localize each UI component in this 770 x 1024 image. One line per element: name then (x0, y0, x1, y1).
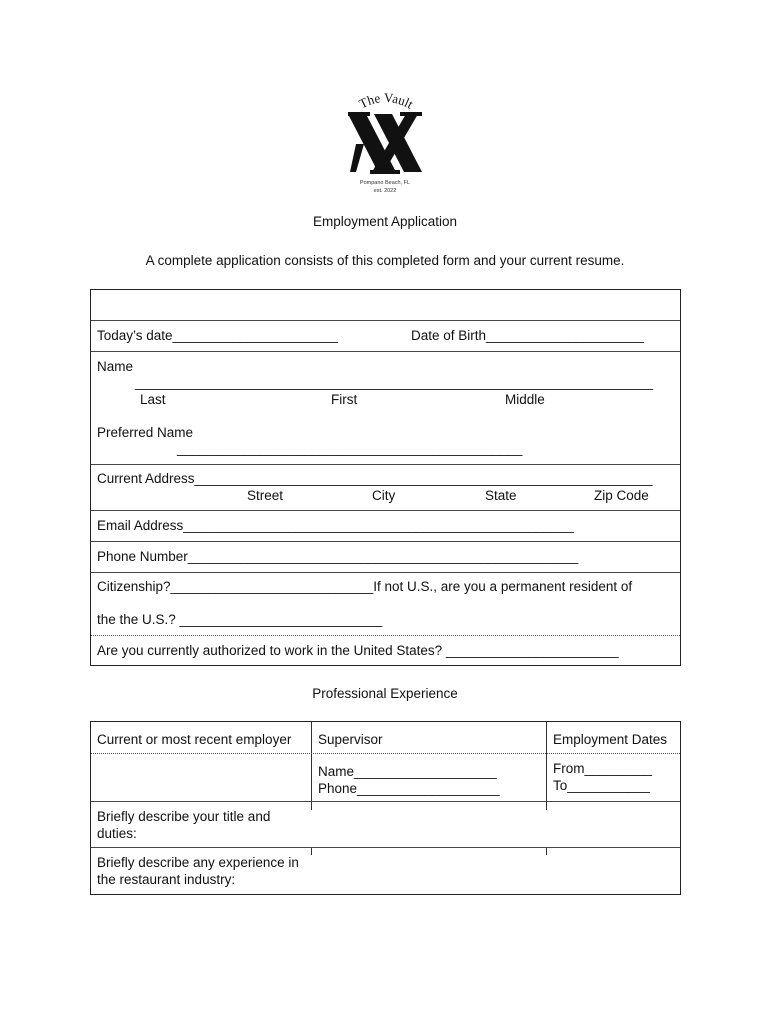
restaurant-exp-field[interactable] (318, 852, 676, 890)
company-logo (340, 88, 430, 198)
address-street-label: Street (247, 488, 284, 503)
date-from-field[interactable]: From_________ (553, 761, 653, 776)
work-authorization-field[interactable]: Are you currently authorized to work in the United States? _______________________ (97, 643, 619, 658)
address-city-label: City (372, 488, 396, 503)
svg-text:The Vault: The Vault (356, 89, 416, 112)
name-first-label: First (331, 392, 358, 407)
duties-label-line2: duties: (97, 826, 137, 841)
page-title: Employment Application (312, 214, 458, 229)
employer-header: Current or most recent employer (97, 732, 292, 747)
row-divider (91, 320, 680, 321)
row-divider (91, 847, 680, 848)
restaurant-exp-label-line2: the restaurant industry: (97, 872, 236, 887)
row-divider (91, 351, 680, 352)
phone-field[interactable]: Phone Number____________________________________________________ (97, 549, 579, 564)
logo-location: Pompano Beach, FL (359, 180, 411, 186)
permanent-resident-field[interactable]: the the U.S.? ___________________________ (97, 612, 383, 627)
todays-date-field[interactable]: Today’s date______________________ (97, 328, 338, 343)
address-state-label: State (485, 488, 517, 503)
address-zip-label: Zip Code (594, 488, 649, 503)
email-field[interactable]: Email Address____________________________________________________ (97, 518, 574, 533)
row-divider (91, 635, 680, 636)
logo-established: est. 2022 (373, 188, 397, 194)
name-last-label: Last (140, 392, 166, 407)
page-subtitle: A complete application consists of this completed form and your current resume. (145, 253, 625, 268)
supervisor-header: Supervisor (318, 732, 383, 747)
name-middle-label: Middle (505, 392, 545, 407)
row-divider (91, 572, 680, 573)
dob-field[interactable]: Date of Birth_____________________ (411, 328, 644, 343)
preferred-name-label: Preferred Name (97, 425, 194, 440)
row-divider (91, 464, 680, 465)
employer-field[interactable] (97, 760, 307, 798)
column-divider (311, 847, 312, 855)
supervisor-name-field[interactable]: Name___________________ (318, 764, 497, 779)
row-divider (91, 753, 680, 754)
name-field[interactable]: _____________________________________________________________________ (135, 375, 654, 390)
duties-field[interactable] (318, 806, 676, 844)
column-divider (546, 722, 547, 810)
date-to-field[interactable]: To___________ (553, 778, 650, 793)
row-divider (91, 510, 680, 511)
row-divider (91, 801, 680, 802)
name-label: Name (97, 359, 134, 374)
preferred-name-field[interactable]: ______________________________________________ (177, 441, 523, 456)
duties-label-line1: Briefly describe your title and (97, 809, 271, 824)
row-divider (91, 541, 680, 542)
column-divider (311, 722, 312, 810)
address-field[interactable]: Current Address_____________________________________________________________ (97, 471, 653, 486)
experience-heading: Professional Experience (312, 686, 458, 701)
restaurant-exp-label-line1: Briefly describe any experience in (97, 855, 299, 870)
logo-monogram-icon (348, 112, 422, 174)
supervisor-phone-field[interactable]: Phone___________________ (318, 781, 500, 796)
employment-dates-header: Employment Dates (553, 732, 668, 747)
citizenship-field[interactable]: Citizenship?___________________________If not U.S., are you a permanent resident of (97, 579, 633, 594)
